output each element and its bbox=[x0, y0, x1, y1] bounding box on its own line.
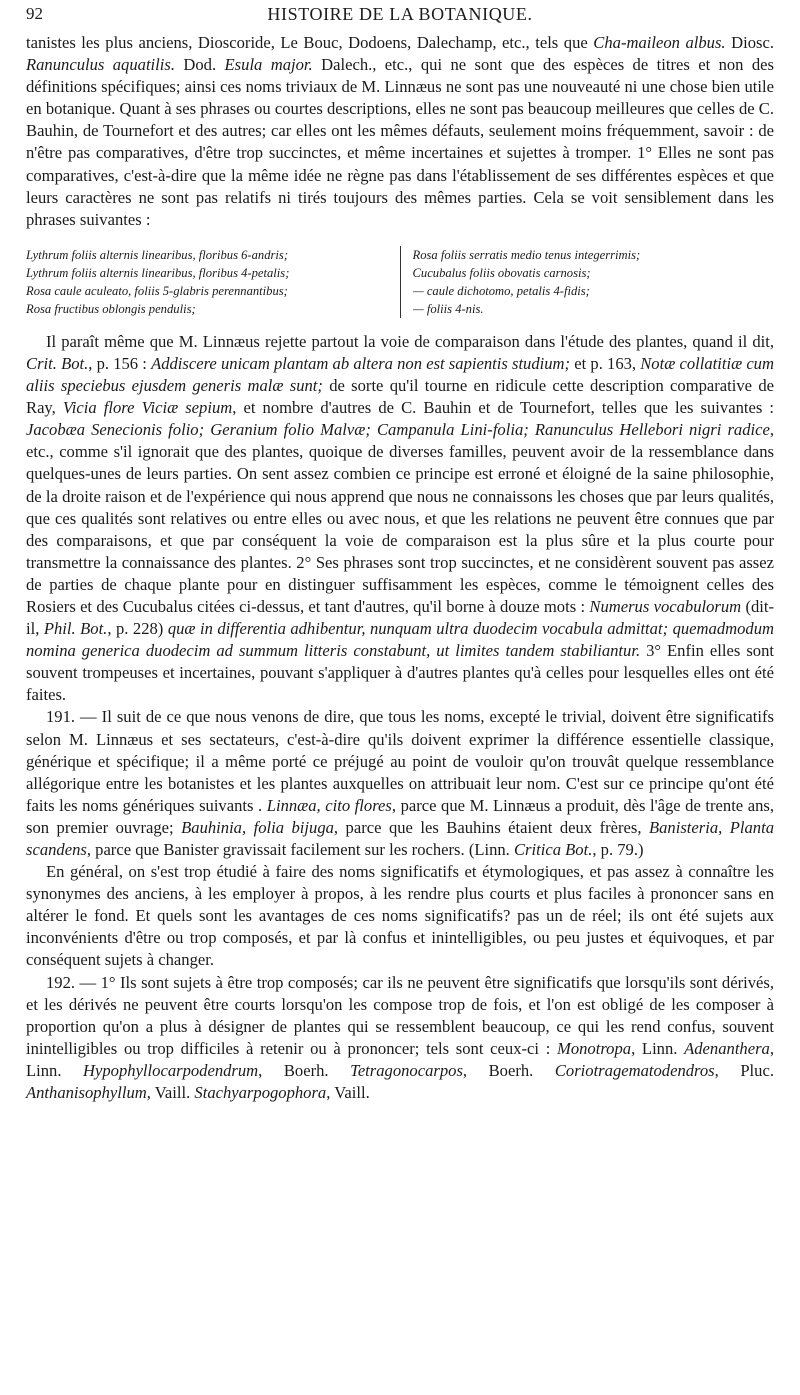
italic-text-run: Hypophyllocarpodendrum bbox=[83, 1060, 259, 1080]
text-run: 3° Enfin elles sont souvent trompeuses et incertaines, pouvant s'appliquer à d'autres plantes qu'à celles pour lesquelles elles ont été faites. bbox=[26, 641, 774, 705]
paragraph-comparison bbox=[26, 331, 774, 707]
text-run: , parce que Banister gravissait facilement sur les rochers. (Linn. bbox=[86, 840, 514, 859]
phrase-line: Lythrum foliis alternis linearibus, floribus 4-petalis; bbox=[26, 265, 290, 280]
italic-text-run: Stachyarpogophora bbox=[194, 1083, 327, 1103]
text-run: , Pluc. bbox=[714, 1060, 774, 1080]
italic-text-run: Esula major. bbox=[224, 55, 313, 75]
italic-text-run: Anthanisophyllum bbox=[26, 1083, 147, 1103]
phrase-line: — caule dichotomo, petalis 4-fidis; bbox=[412, 283, 590, 298]
page-number: 92 bbox=[26, 4, 43, 23]
paragraph-192 bbox=[26, 972, 774, 1105]
intro-paragraph bbox=[26, 32, 774, 231]
text-run: 192. — 1° Ils sont sujets à être trop composés; car ils ne peuvent être significatifs que lorsqu'ils sont dérivés, et les dérivés ne peuvent être courts lorsqu'on les compose trop de fois, et l'on est obligé de les composer à proportion qu'on a plus à désigner de plantes qui se ressemblent beaucoup, ce qui les rend confus, souvent inintelligibles ou trop difficiles à retenir ou à prononcer; tels sont ceux-ci : bbox=[26, 972, 774, 1058]
text-run: , etc., comme s'il ignorait que des plantes, quoique de diverses familles, peuvent avoir de la ressemblance dans quelques-unes de leurs parties. On sent assez combien ce principe est erroné et éloigné de la saine philosophie, de la droite raison et de l'expérience qui nous apprend que nous ne connaissons les choses que par leurs qualités, que ces qualités sont relatives ou entre elles ou avec nous, et que les relations ne peuvent être connues que par des comparaisons, et que par conséquent la voie de comparaison est la plus sûre et la plus courte pour transmettre la connaissance des plantes. 2° Ses phrases sont trop succinctes, et ne considèrent souvent pas assez de parties de chaque plante pour en distinguer suffisamment les espèces, comme le témoignent celles des Rosiers et des Cucubalus citées ci-dessus, et tant d'autres, qu'il borne à douze mots : bbox=[26, 420, 774, 616]
italic-text-run: quæ in differentia adhibentur, nunquam ultra duodecim vocabula admittat; quemadmodum nomina generica duodecim ad summum litteris constabunt, ut limites tandem stabiliantur. bbox=[26, 619, 774, 661]
italic-text-run: Jacobæa Senecionis folio; Geranium folio Malvæ; Campanula Lini-folia; Ranunculus Hellebori nigri radice bbox=[26, 420, 770, 440]
italic-text-run: Monotropa bbox=[557, 1038, 632, 1058]
text-run: Dod. bbox=[175, 55, 225, 75]
italic-text-run: Coriotragematodendros bbox=[554, 1060, 715, 1080]
italic-text-run: Ranunculus aquatilis. bbox=[26, 55, 175, 75]
text-run: et p. 163, bbox=[570, 353, 641, 373]
text-run: , et nombre d'autres de C. Bauhin et de Tournefort, telles que les suivantes : bbox=[232, 398, 775, 418]
italic-text-run: Vicia flore Viciæ sepium bbox=[62, 398, 233, 418]
text-run: 191. — Il suit de ce que nous venons de dire, que tous les noms, excepté le trivial, doivent être significatifs selon M. Linnæus et ses sectateurs, c'est-à-dire qu'ils doivent exprimer la différence essentielle classique, générique et spécifique; il a même porté ce préjugé au point de vouloir qu'on trouvât quelque ressemblance allégorique entre les botanistes et les plantes auxquelles on attribuait leur nom. C'est sur ce principe qu'ont été faits les noms génériques suivants . bbox=[26, 707, 774, 815]
text-run: , Linn. bbox=[26, 1038, 774, 1080]
italic-text-run: Linnæa, cito flores bbox=[266, 795, 392, 815]
latin-phrases-block bbox=[26, 246, 774, 318]
phrase-line: Rosa fructibus oblongis pendulis; bbox=[26, 301, 196, 316]
running-title: HISTOIRE DE LA BOTANIQUE. bbox=[267, 4, 533, 24]
text-run: , Linn. bbox=[631, 1038, 685, 1058]
text-run: tanistes les plus anciens, Dioscoride, Le Bouc, Dodoens, Dalechamp, etc., tels que bbox=[26, 33, 594, 52]
text-run: , Boerh. bbox=[462, 1060, 555, 1080]
text-run: Dalech., etc., qui ne sont que des espèces de titres et non des définitions spécifiques; ainsi ces noms triviaux de M. Linnæus ne sont pas une nouveauté ni une chose bien utile en botanique. Quant à ses phrases ou courtes descriptions, elles ne sont pas beaucoup meilleures que celles de C. Bauhin, de Tournefort et des autres; car elles ont les mêmes défauts, seulement moins fréquemment, savoir : de n'être pas comparatives, d'être trop succinctes, et même incertaines et sujettes à tromper. 1° Elles ne sont pas comparatives, c'est-à-dire que la même idée ne règne pas dans l'établissement de ses différentes espèces et que leurs caractères ne sont pas relatifs ni tirés toujours des mêmes parties. Cela se voit sensiblement dans les phrases suivantes : bbox=[26, 55, 775, 229]
italic-text-run: Banisteria, Planta scandens bbox=[26, 817, 774, 859]
text-run: , Vaill. bbox=[326, 1083, 370, 1103]
page-header bbox=[26, 4, 774, 30]
phrase-line: Lythrum foliis alternis linearibus, floribus 6-andris; bbox=[26, 247, 289, 262]
italic-text-run: Tetragonocarpos bbox=[350, 1060, 463, 1080]
phrase-line: Rosa caule aculeato, foliis 5-glabris perennantibus; bbox=[26, 283, 288, 298]
italic-text-run: Crit. Bot. bbox=[26, 353, 89, 373]
text-run: , p. 228) bbox=[107, 619, 168, 639]
page-body bbox=[26, 32, 774, 1104]
phrases-right-column bbox=[413, 246, 775, 318]
italic-text-run: Notæ collatitiæ cum aliis speciebus ejusdem generis malæ sunt; bbox=[26, 353, 774, 396]
text-run: En général, on s'est trop étudié à faire des noms significatifs et étymologiques, et pas assez à connaître les synonymes des anciens, à les employer à propos, à les rendre plus courts et plus faciles à prononcer sans en altérer le fond. Et quels sont les avantages de ces noms significatifs? pas un de réel; ils ont été sujets aux inconvénients d'être ou trop composés, et par là confus et inintelligibles, ou peu justes et équivoques, et par conséquent sujets à changer. bbox=[26, 862, 774, 970]
text-run: (dit-il, bbox=[26, 596, 775, 639]
text-run: , parce que les Bauhins étaient deux frères, bbox=[333, 817, 649, 837]
text-run: , p. 79.) bbox=[592, 840, 644, 859]
phrase-line: — foliis 4-nis. bbox=[412, 301, 484, 316]
text-run: , p. 156 : bbox=[88, 353, 152, 373]
phrase-line: Rosa foliis serratis medio tenus integerrimis; bbox=[412, 247, 641, 262]
text-run: , Boerh. bbox=[258, 1060, 351, 1080]
italic-text-run: Cha-maileon albus. bbox=[593, 33, 726, 52]
phrase-line: Cucubalus foliis obovatis carnosis; bbox=[412, 265, 591, 280]
text-run: , parce que M. Linnæus a produit, dès l'âge de trente ans, son premier ouvrage; bbox=[26, 795, 775, 837]
italic-text-run: Phil. Bot. bbox=[43, 619, 108, 639]
text-run: Diosc. bbox=[725, 33, 774, 52]
phrases-left-column bbox=[26, 246, 401, 318]
italic-text-run: Addiscere unicam plantam ab altera non est sapientis studium; bbox=[151, 353, 571, 373]
text-run: Il paraît même que M. Linnæus rejette partout la voie de comparaison dans l'étude des plantes, quand il dit, bbox=[46, 331, 774, 351]
paragraph-191 bbox=[26, 706, 774, 861]
text-run: , Vaill. bbox=[146, 1083, 195, 1103]
italic-text-run: Critica Bot. bbox=[513, 840, 593, 859]
italic-text-run: Numerus vocabulorum bbox=[589, 596, 742, 616]
paragraph-general bbox=[26, 861, 774, 971]
italic-text-run: Bauhinia, folia bijuga bbox=[181, 817, 334, 837]
text-run: de sorte qu'il tourne en ridicule cette description comparative de Ray, bbox=[26, 376, 774, 418]
italic-text-run: Adenanthera bbox=[684, 1038, 770, 1058]
